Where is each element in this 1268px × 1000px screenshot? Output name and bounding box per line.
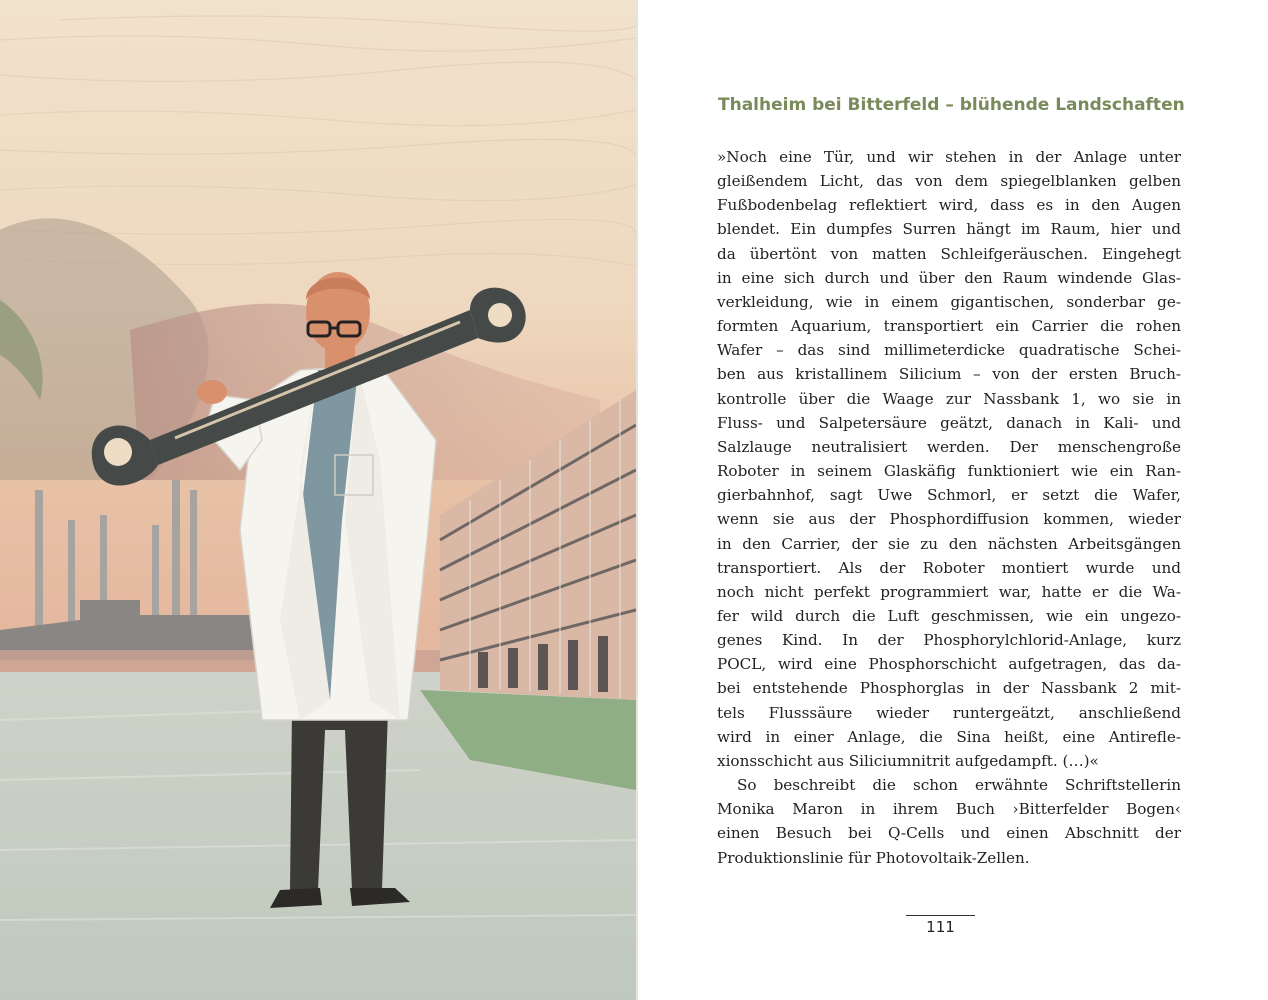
text-line: POCL, wird eine Phosphorschicht aufgetragen, das da- bbox=[717, 655, 1181, 674]
text-line: fer wild durch die Luft geschmissen, wie ein ungezo- bbox=[717, 606, 1181, 625]
text-line: wird in einer Anlage, die Sina heißt, eine Antirefle- bbox=[717, 727, 1181, 746]
text-line: Monika Maron in ihrem Buch ›Bitterfelder Bogen‹ bbox=[717, 800, 1181, 819]
text-line: kontrolle über die Waage zur Nassbank 1, wo sie in bbox=[717, 389, 1181, 408]
text-line: »Noch eine Tür, und wir stehen in der Anlage unter bbox=[717, 148, 1181, 166]
text-line: blendet. Ein dumpfes Surren hängt im Raum, hier und bbox=[717, 220, 1181, 239]
folio-rule bbox=[906, 915, 975, 916]
text-line: tels Flusssäure wieder runtergeätzt, anschließend bbox=[717, 703, 1181, 722]
body-text bbox=[717, 145, 1181, 870]
paragraph-quote bbox=[717, 145, 1181, 773]
text-line: Produktionslinie für Photovoltaik-Zellen. bbox=[717, 848, 1030, 867]
text-line: Wafer – das sind millimeterdicke quadratische Schei- bbox=[717, 341, 1181, 360]
text-line: bei entstehende Phosphorglas in der Nassbank 2 mit- bbox=[717, 679, 1181, 698]
text-line: transportiert. Als der Roboter montiert wurde und bbox=[717, 558, 1181, 577]
text-line: Fluss- und Salpetersäure geätzt, danach in Kali- und bbox=[717, 413, 1181, 432]
text-line: Roboter in seinem Glaskäfig funktioniert wie ein Ran- bbox=[717, 462, 1181, 481]
text-line: genes Kind. In der Phosphorylchlorid-Anlage, kurz bbox=[717, 631, 1181, 650]
text-line: xionsschicht aus Siliciumnitrit aufgedampft. (…)« bbox=[717, 751, 1099, 770]
text-line: Fußbodenbelag reflektiert wird, dass es in den Augen bbox=[717, 196, 1181, 215]
text-line: noch nicht perfekt programmiert war, hatte er die Wa- bbox=[717, 582, 1181, 601]
section-title: Thalheim bei Bitterfeld – blühende Landschaften bbox=[718, 95, 1185, 115]
text-line: wenn sie aus der Phosphordiffusion kommen, wieder bbox=[717, 510, 1181, 529]
text-line: gierbahnhof, sagt Uwe Schmorl, er setzt die Wafer, bbox=[717, 486, 1181, 505]
page-number: 111 bbox=[926, 918, 955, 936]
text-line: einen Besuch bei Q-Cells und einen Abschnitt der bbox=[717, 824, 1181, 843]
text-line: verkleidung, wie in einem gigantischen, sonderbar ge- bbox=[717, 292, 1181, 311]
text-line: in den Carrier, der sie zu den nächsten Arbeitsgängen bbox=[717, 534, 1181, 553]
text-line: gleißendem Licht, das von dem spiegelblanken gelben bbox=[717, 172, 1181, 191]
right-page bbox=[638, 0, 1268, 1000]
text-line: da übertönt von matten Schleifgeräuschen. Eingehegt bbox=[717, 244, 1181, 263]
text-line: So beschreibt die schon erwähnte Schriftstellerin bbox=[737, 776, 1181, 795]
text-line: ben aus kristallinem Silicium – von der ersten Bruch- bbox=[717, 365, 1181, 384]
text-line: formten Aquarium, transportiert ein Carrier die rohen bbox=[717, 317, 1181, 336]
text-line: in eine sich durch und über den Raum windende Glas- bbox=[717, 268, 1181, 287]
paragraph-commentary bbox=[717, 773, 1181, 870]
text-line: Salzlauge neutralisiert werden. Der menschengroße bbox=[717, 437, 1181, 456]
